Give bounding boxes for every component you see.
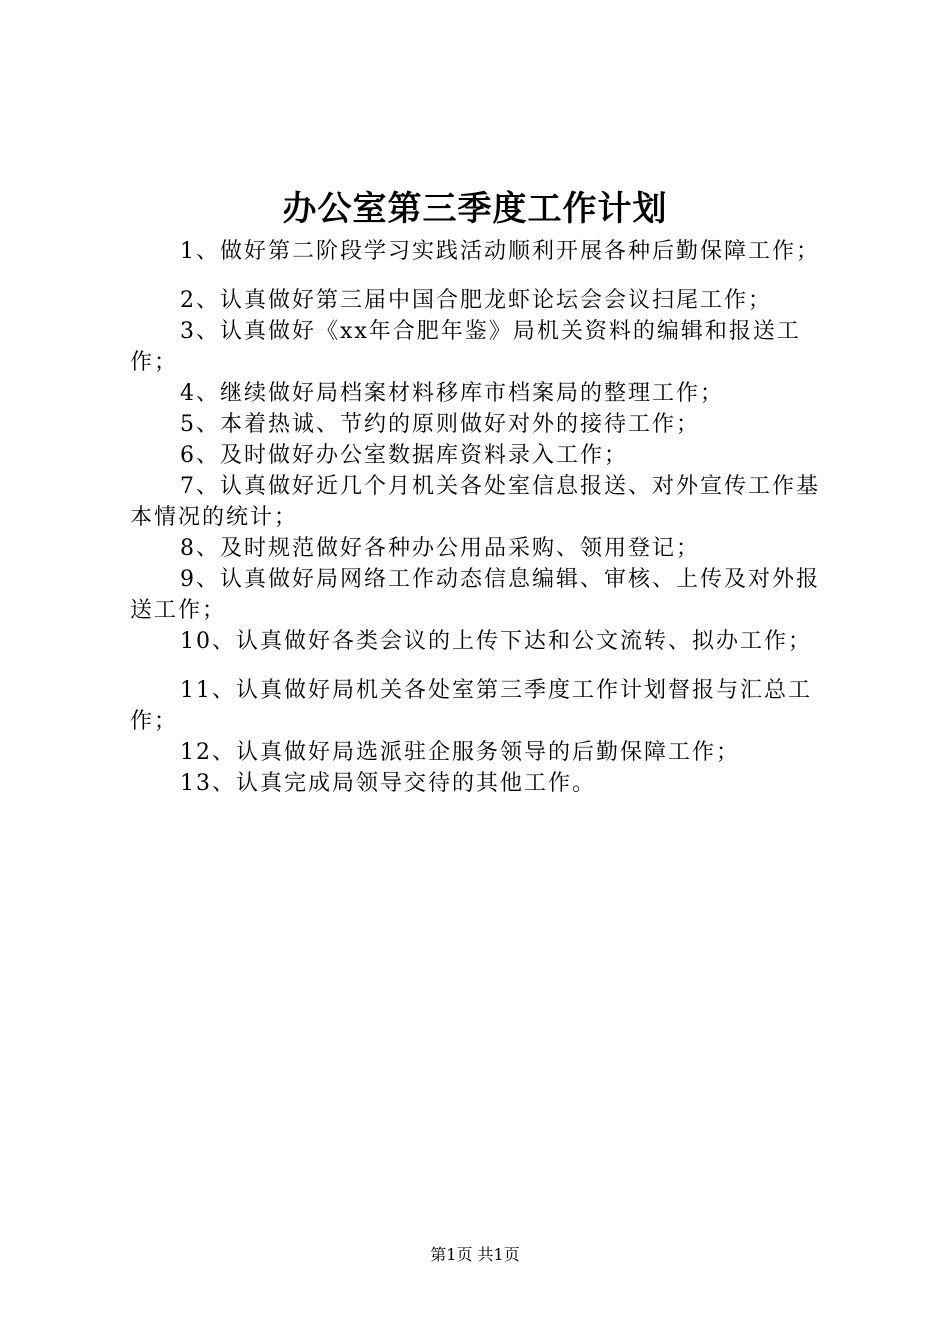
plan-item: 2、认真做好第三届中国合肥龙虾论坛会会议扫尾工作； xyxy=(180,288,772,313)
plan-item: 9、认真做好局网络工作动态信息编辑、审核、上传及对外报送工作； xyxy=(130,567,820,623)
plan-item: 8、及时规范做好各种办公用品采购、领用登记； xyxy=(180,536,700,561)
plan-item: 5、本着热诚、节约的原则做好对外的接待工作； xyxy=(180,412,700,437)
plan-item: 12、认真做好局选派驻企服务领导的后勤保障工作； xyxy=(180,740,740,765)
plan-item: 6、及时做好办公室数据库资料录入工作； xyxy=(180,443,628,468)
plan-item-list xyxy=(130,236,842,799)
document-title: 办公室第三季度工作计划 xyxy=(282,189,668,229)
plan-item: 10、认真做好各类会议的上传下达和公文流转、拟办工作； xyxy=(180,629,812,654)
plan-item: 13、认真完成局领导交待的其他工作。 xyxy=(180,771,596,796)
plan-item: 1、做好第二阶段学习实践活动顺利开展各种后勤保障工作； xyxy=(180,239,820,264)
plan-item: 11、认真做好局机关各处室第三季度工作计划督报与汇总工作； xyxy=(130,678,812,734)
plan-item: 4、继续做好局档案材料移库市档案局的整理工作； xyxy=(180,381,724,406)
page-number-footer: 第1页 共1页 xyxy=(430,1245,520,1264)
plan-item: 3、认真做好《xx年合肥年鉴》局机关资料的编辑和报送工作； xyxy=(130,319,801,375)
plan-item: 7、认真做好近几个月机关各处室信息报送、对外宣传工作基本情况的统计； xyxy=(130,474,820,530)
